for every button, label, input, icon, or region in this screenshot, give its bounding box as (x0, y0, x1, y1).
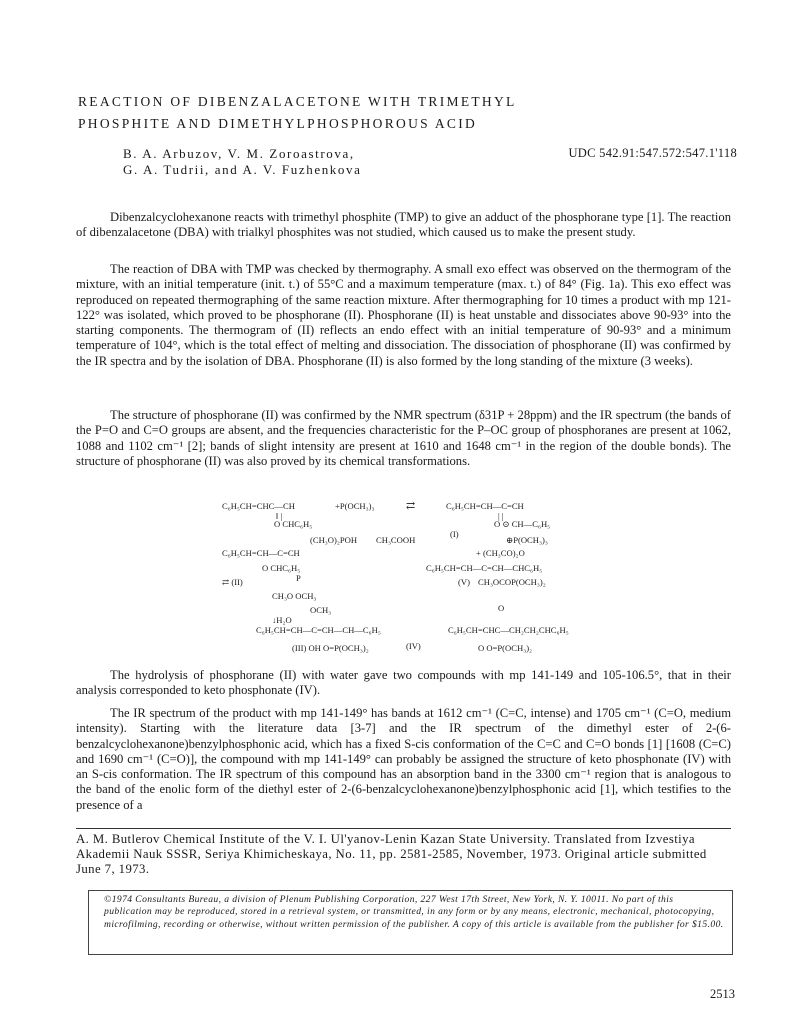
scheme-label-ii: ⇄ (II) (222, 577, 243, 587)
scheme-tmp-reagent: +P(OCH₃)₃ (335, 501, 375, 511)
scheme-dba-bottom: O CHC₆H₅ (274, 519, 313, 529)
scheme-compound-iv: C₆H₅CH=CHC—CH₂CH₂CHC₆H₅ (448, 625, 569, 635)
scheme-hydrolysis-arrow: ↓H₂O (272, 615, 292, 625)
scheme-bonds-right: | | (498, 511, 504, 521)
page-number: 2513 (710, 987, 735, 1001)
scheme-equilibrium-arrow: ⇄ (406, 500, 416, 512)
udc-code: UDC 542.91:547.572:547.1'118 (568, 146, 737, 160)
paragraph-thermography-text: The reaction of DBA with TMP was checked by thermography. A small exo effect was observed on the thermogram of the mixture, with an initial temperature (init. t.) of 55°C and a maximum temperature (max. t.) of 84° (Fig. 1a). This exo effect was reproduced on repeated thermographing of the same reaction mixture. After thermographing for 10 times a product with mp 121-122° was isolated, which proved to be phosphorane (II). Phosphorane (II) is heat unstable and dissociates above 90-93° into the starting components. The thermogram of (II) reflects an endo effect with an initial temperature of 90-93° and a minimum temperature of 104°, which is the total effect of melting and dissociation. The dissociation of phosphorane (II) was confirmed by the IR spectra and by the isolation of DBA. Phosphorane (II) is also formed by the long standing of the mixture (3 weeks). (76, 262, 731, 368)
scheme-compound-i-top: C₆H₅CH=CH—C=CH (446, 501, 524, 511)
paragraph-thermography (76, 262, 731, 369)
scheme-phosphorus: P (296, 573, 301, 583)
scheme-compound-iv-substituents: O O=P(OCH₃)₂ (478, 643, 533, 653)
article-title-line-2: PHOSPHITE AND DIMETHYLPHOSPHOROUS ACID (78, 116, 478, 131)
article-title-line-1: REACTION OF DIBENZALACETONE WITH TRIMETHYL (78, 94, 517, 109)
scheme-methoxy-groups: CH₃O OCH₃ (272, 591, 317, 601)
footer-divider (76, 828, 731, 829)
scheme-methoxy-lower: OCH₃ (310, 605, 332, 615)
scheme-compound-v-top: C₆H₅CH=CH—C=CH—CHC₆H₅ (426, 563, 543, 573)
scheme-compound-iii: C₆H₅CH=CH—C=CH—CH—C₆H₅ (256, 625, 381, 635)
affiliation-note: A. M. Butlerov Chemical Institute of the V. I. Ul'yanov-Lenin Kazan State University. Translated from Izvestiya Akademii Nauk SSSR, Seriya Khimicheskaya, No. 11, pp. 2581-2585, November, 1973. Original article submitted June 7, 1973. (76, 832, 707, 876)
scheme-compound-i-bottom: O ⊙ CH—C₆H₅ (494, 519, 551, 529)
paragraph-structure (76, 408, 731, 469)
scheme-compound-v-bottom: CH₃OCOP(OCH₃)₂ (478, 577, 546, 587)
scheme-v-oxygen: O (498, 603, 505, 613)
scheme-acetic-anhydride: + (CH₃CO)₂O (476, 548, 525, 558)
paragraph-structure-text: The structure of phosphorane (II) was confirmed by the NMR spectrum (δ31P + 28ppm) and the IR spectrum (the bands of the P=O and C=O groups are absent, and the frequencies characteristic for the P–OC group of phosphoranes are present at 1062, 1088 and 1102 cm⁻¹ [2]; bands of slight intensity are present at 1610 and 1648 cm⁻¹ in the region of the double bonds). The structure of phosphorane (II) was also proved by its chemical transformations. (76, 408, 731, 468)
scheme-dba: C₆H₅CH=CHC—CH (222, 501, 295, 511)
scheme-bonds-left: ‖ | (276, 511, 283, 521)
authors-line-1: B. A. Arbuzov, V. M. Zoroastrova, (123, 146, 355, 161)
paragraph-intro (76, 210, 731, 241)
scheme-compound-iii-substituents: (III) OH O=P(OCH₃)₂ (292, 643, 369, 653)
scheme-ii-ring: O CHC₆H₅ (262, 563, 301, 573)
authors-line-2: G. A. Tudrii, and A. V. Fuzhenkova (123, 162, 362, 177)
paragraph-hydrolysis-text: The hydrolysis of phosphorane (II) with water gave two compounds with mp 141-149 and 105-106.5°, that in their analysis corresponded to keto phosphonate (IV). (76, 668, 731, 698)
paragraph-ir-spectrum (76, 706, 731, 813)
scheme-ii-chain: C₆H₅CH=CH—C=CH (222, 548, 300, 558)
paragraph-hydrolysis (76, 668, 731, 699)
scheme-acetic-acid: CH₃COOH (376, 535, 416, 545)
paragraph-ir-spectrum-text: The IR spectrum of the product with mp 141-149° has bands at 1612 cm⁻¹ (C=C, intense) and 1705 cm⁻¹ (C=O, medium intensity). Starting with the literature data [3-7] and the IR spectrum of the dimethyl ester of 2-(6-benzalcyclohexanone)benzylphosphonic acid, which has a fixed S-cis conformation of the C=C and C=O bonds [1] [1608 (C=C) and 1690 cm⁻¹ (C=O)], the compound with mp 141-149° can probably be assigned the structure of keto phosphonate (IV) with an S-cis conformation. The IR spectrum of this compound has an absorption band in the 3300 cm⁻¹ region that is analogous to the band of the enolic form of the diethyl ester of 2-(6-benzalcyclohexanone)benzylphosphonic acid [1], which testifies to the presence of a (76, 706, 731, 812)
scheme-label-v: (V) (458, 577, 470, 587)
scheme-dimethylphosphorous-acid: (CH₃O)₂POH (310, 535, 358, 545)
scheme-label-iv: (IV) (406, 641, 421, 651)
copyright-notice: ©1974 Consultants Bureau, a division of Plenum Publishing Corporation, 227 West 17th Street, New York, N. Y. 10011. No part of this publication may be reproduced, stored in a retrieval system, or transmitted, in any form or by any means, electronic, mechanical, photocopying, microfilming, recording or otherwise, without written permission of the publisher. A copy of this article is available from the publisher for $15.00. (104, 894, 724, 930)
paragraph-intro-text: Dibenzalcyclohexanone reacts with trimethyl phosphite (TMP) to give an adduct of the phosphorane type [1]. The reaction of dibenzalacetone (DBA) with trialkyl phosphites was not studied, which caused us to make the present study. (76, 210, 731, 240)
scheme-phosphonium: ⊕P(OCH₃)₃ (506, 535, 548, 545)
scheme-label-i: (I) (450, 529, 459, 539)
reaction-scheme (210, 497, 630, 659)
